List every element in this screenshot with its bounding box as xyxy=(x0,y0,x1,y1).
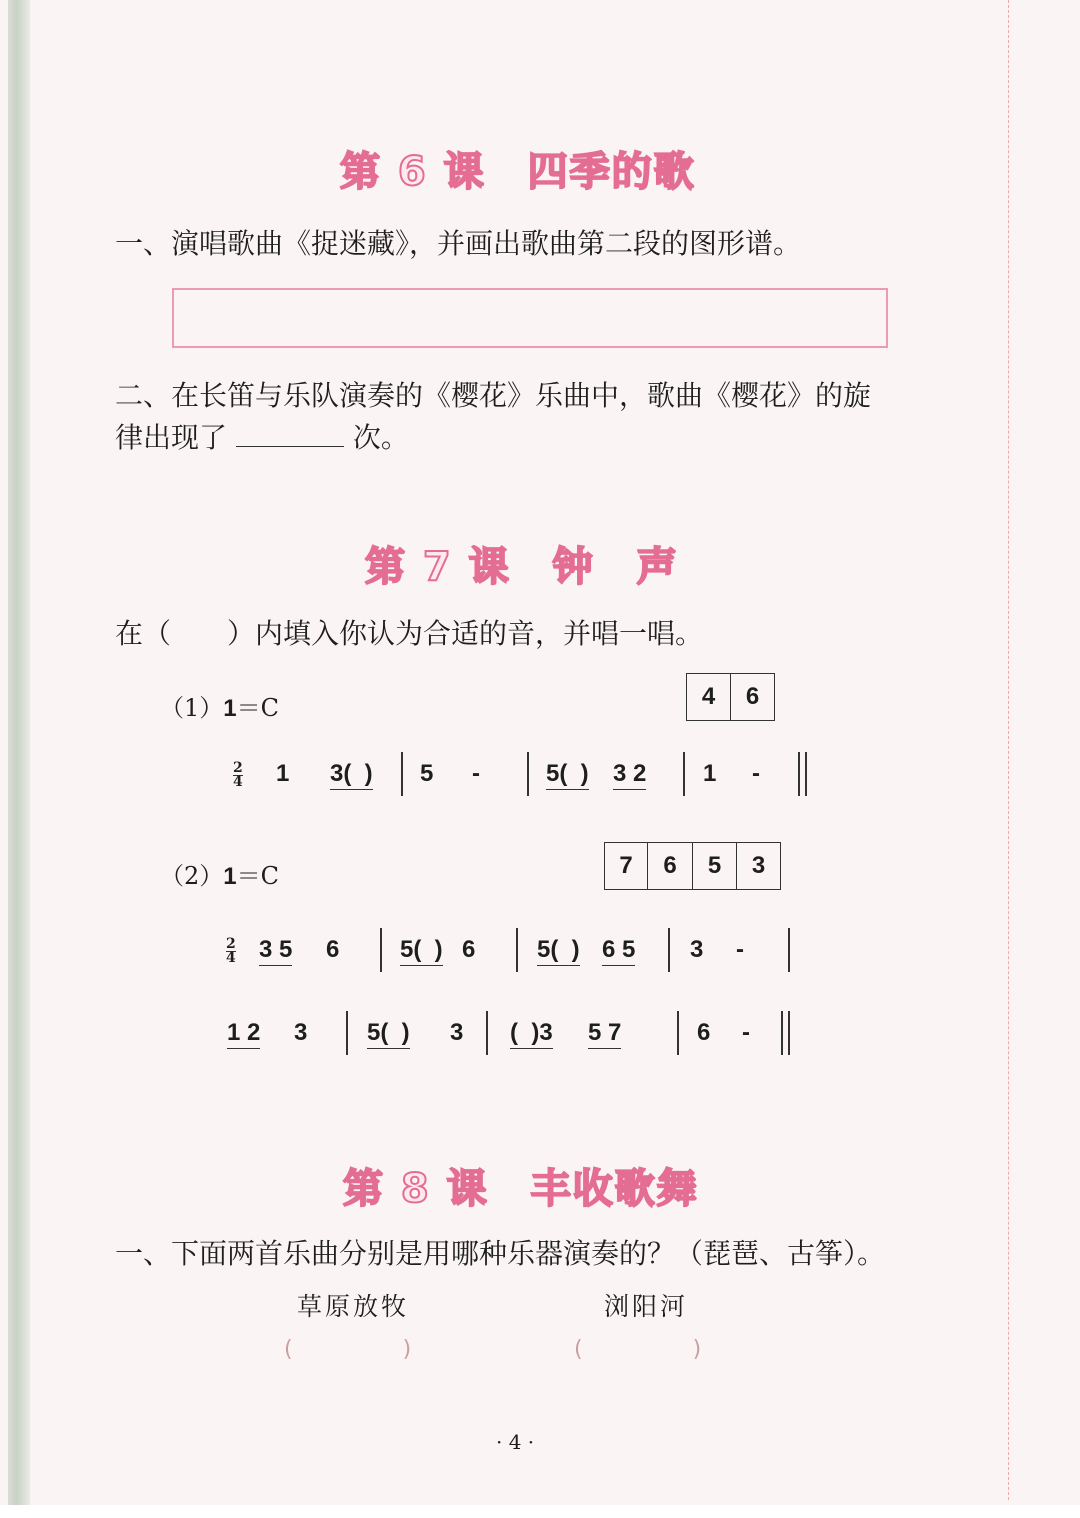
piece-name-1: 草原放牧 xyxy=(297,1292,410,1321)
note-blank[interactable]: 5( ) xyxy=(400,936,443,966)
time-signature-top: 2 xyxy=(226,936,236,952)
page-number: · 4 · xyxy=(496,1430,535,1454)
note: - xyxy=(472,760,480,787)
note: - xyxy=(742,1019,750,1046)
answer-blank[interactable] xyxy=(236,446,344,447)
barline xyxy=(677,1011,679,1055)
note: 6 xyxy=(326,936,340,963)
time-signature xyxy=(233,762,243,789)
note: 1 2 xyxy=(227,1019,260,1049)
note: - xyxy=(752,760,760,787)
ex1-choice-box xyxy=(686,673,775,721)
time-signature-bottom: 4 xyxy=(226,950,236,966)
note-blank[interactable]: ( )3 xyxy=(510,1019,553,1049)
note: 1 xyxy=(703,760,717,787)
lesson6-question2-line2 xyxy=(115,416,409,456)
book-binding-edge xyxy=(8,0,30,1505)
note: 3 xyxy=(450,1019,464,1046)
choice-note: 6 xyxy=(647,843,692,889)
choice-note: 6 xyxy=(730,674,774,720)
note-blank[interactable]: 5( ) xyxy=(546,760,589,790)
piece-name-2: 浏阳河 xyxy=(604,1292,689,1321)
choice-note: 3 xyxy=(736,843,780,889)
note: 6 xyxy=(462,936,476,963)
time-signature-top: 2 xyxy=(233,760,243,776)
choice-note: 4 xyxy=(701,683,716,710)
barline xyxy=(486,1011,488,1055)
final-barline xyxy=(781,1011,790,1055)
note: 3 xyxy=(690,936,704,963)
ex1-key-num: 1 xyxy=(223,695,237,722)
note: 6 5 xyxy=(602,936,635,966)
ex1-key-rest: ＝C xyxy=(236,694,280,722)
ex2-key-rest: ＝C xyxy=(236,862,280,890)
lesson8-question1: 一、下面两首乐曲分别是用哪种乐器演奏的？（琵琶、古筝）。 xyxy=(115,1237,886,1270)
ex1-key xyxy=(160,688,279,723)
barline xyxy=(401,752,403,796)
lesson7-instruction: 在（ ）内填入你认为合适的音，并唱一唱。 xyxy=(115,617,704,650)
note-blank[interactable]: 5( ) xyxy=(367,1019,410,1049)
note: 3 xyxy=(294,1019,308,1046)
lesson6-question2-line1: 二、在长笛与乐队演奏的《樱花》乐曲中，歌曲《樱花》的旋 xyxy=(115,379,872,412)
time-signature xyxy=(226,938,236,965)
lesson6-question1: 一、演唱歌曲《捉迷藏》，并画出歌曲第二段的图形谱。 xyxy=(115,227,802,260)
q2-text-b: 次。 xyxy=(352,421,409,454)
ex1-label: （1） xyxy=(160,694,224,722)
graphic-score-answer-box[interactable] xyxy=(172,288,888,348)
barline xyxy=(346,1011,348,1055)
page-bottom-margin xyxy=(0,1505,1080,1518)
ex2-choice-box xyxy=(604,842,781,890)
note: 5 xyxy=(420,760,434,787)
barline xyxy=(527,752,529,796)
barline xyxy=(668,928,670,972)
lesson8-title: 第 8 课 丰收歌舞 xyxy=(343,1166,699,1212)
note: 3 2 xyxy=(613,760,646,790)
note: 5 7 xyxy=(588,1019,621,1049)
note: - xyxy=(736,936,744,963)
lesson6-title: 第 6 课 四季的歌 xyxy=(340,149,696,195)
ex2-key-num: 1 xyxy=(223,863,237,890)
barline xyxy=(788,928,790,972)
note-blank[interactable]: 3( ) xyxy=(330,760,373,790)
barline xyxy=(683,752,685,796)
note-blank[interactable]: 5( ) xyxy=(537,936,580,966)
cut-line xyxy=(1008,0,1009,1500)
note: 6 xyxy=(697,1019,711,1046)
choice-note: 5 xyxy=(692,843,736,889)
lesson7-title: 第 7 课 钟 声 xyxy=(365,544,679,590)
final-barline xyxy=(798,752,807,796)
piece-answer-2[interactable]: ( ) xyxy=(574,1337,702,1362)
ex2-label: （2） xyxy=(160,862,224,890)
note: 3 5 xyxy=(259,936,292,966)
time-signature-bottom: 4 xyxy=(233,774,243,790)
q2-text-a: 律出现了 xyxy=(115,421,228,454)
choice-note: 7 xyxy=(619,852,633,879)
piece-answer-1[interactable]: ( ) xyxy=(284,1337,412,1362)
barline xyxy=(380,928,382,972)
ex2-key xyxy=(160,856,279,891)
barline xyxy=(516,928,518,972)
note: 1 xyxy=(276,760,290,787)
